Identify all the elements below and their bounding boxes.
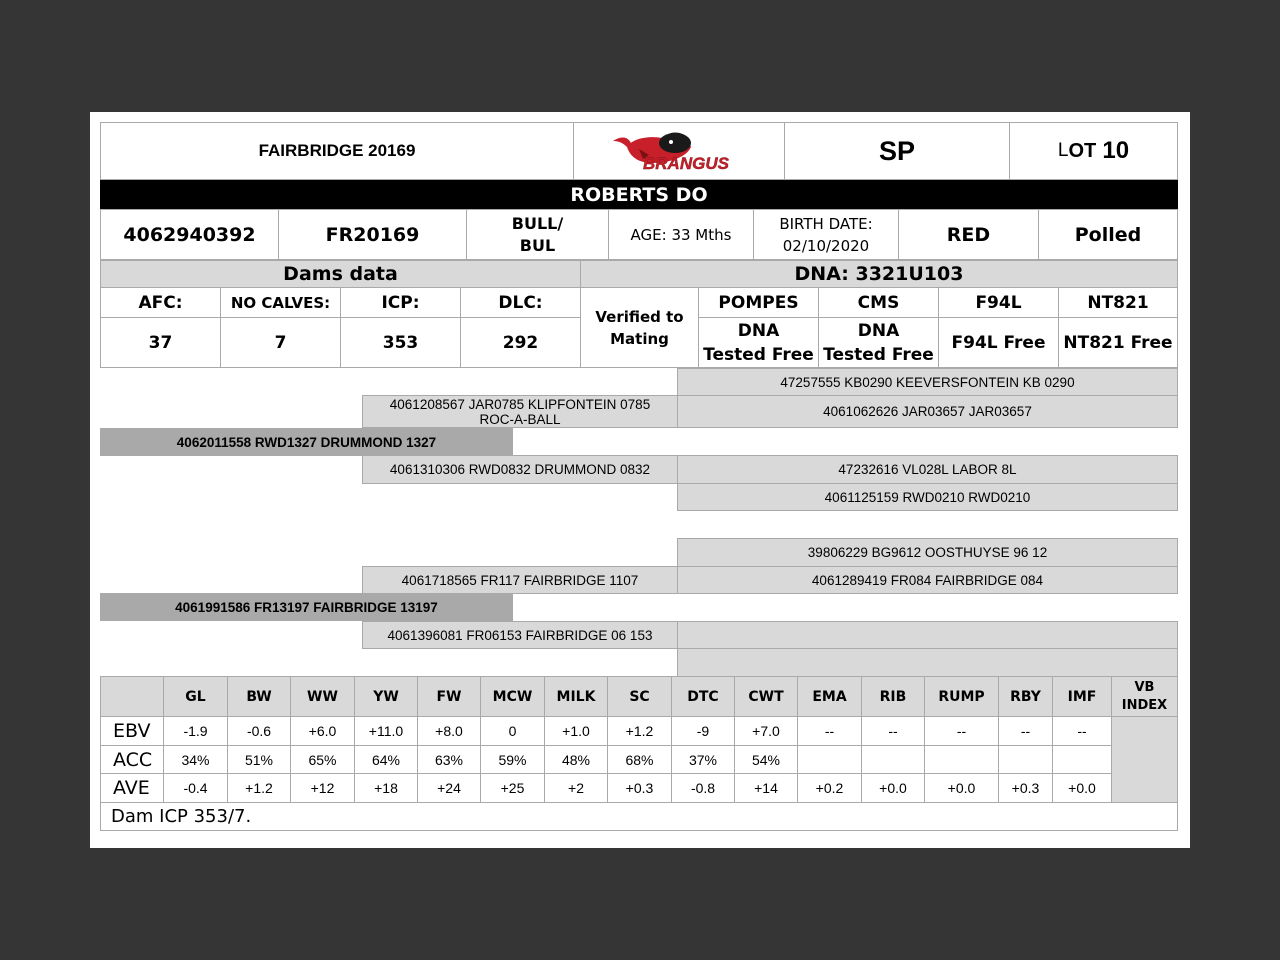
ebv-cell-ave-cwt: +14 xyxy=(734,773,798,803)
ebv-cell-ebv-rump: -- xyxy=(924,716,999,746)
ebv-cell-ave-dtc: -0.8 xyxy=(671,773,735,803)
dams-value-afc: 37 xyxy=(100,317,221,368)
pedigree-ssd: 4061062626 JAR03657 JAR03657 xyxy=(677,395,1178,428)
registration-number: 4062940392 xyxy=(100,209,279,260)
ebv-header-imf: IMF xyxy=(1052,676,1112,717)
animal-name: FAIRBRIDGE 20169 xyxy=(100,122,574,180)
cms-line1: DNA xyxy=(857,320,900,341)
ebv-cell-ebv-fw: +8.0 xyxy=(417,716,481,746)
dna-test-nt821-result: NT821 Free xyxy=(1058,317,1178,368)
breeder-bar: ROBERTS DO xyxy=(100,180,1178,209)
ebv-cell-ave-gl: -0.4 xyxy=(163,773,228,803)
pedigree-sire: 4062011558 RWD1327 DRUMMOND 1327 xyxy=(100,428,513,456)
sex-line2: BUL xyxy=(519,235,556,255)
sp-label: SP xyxy=(784,122,1010,180)
ebv-header-bw: BW xyxy=(227,676,291,717)
ebv-cell-acc-bw: 51% xyxy=(227,745,291,774)
dna-test-f94l-header: F94L xyxy=(938,287,1059,318)
age: AGE: 33 Mths xyxy=(608,209,754,260)
ebv-cell-ave-bw: +1.2 xyxy=(227,773,291,803)
ebv-header-fw: FW xyxy=(417,676,481,717)
pedigree-dss: 39806229 BG9612 OOSTHUYSE 96 12 xyxy=(677,538,1178,567)
dna-test-cms-result xyxy=(818,317,939,368)
ebv-cell-acc-rby xyxy=(998,745,1053,774)
ebv-cell-acc-rib xyxy=(861,745,925,774)
dam-icp-note: Dam ICP 353/7. xyxy=(100,801,1178,831)
pedigree-dsd: 4061289419 FR084 FAIRBRIDGE 084 xyxy=(677,566,1178,594)
dams-header-icp: ICP: xyxy=(340,287,461,318)
ebv-cell-ebv-mcw: 0 xyxy=(480,716,545,746)
lot-value: 10 xyxy=(1102,137,1130,164)
ebv-cell-ave-ema: +0.2 xyxy=(797,773,862,803)
lot-number xyxy=(1009,122,1178,180)
brangus-logo xyxy=(573,122,785,180)
ebv-header-milk: MILK xyxy=(544,676,608,717)
verified-to-mating xyxy=(580,287,699,368)
ebv-row-label-ebv: EBV xyxy=(100,716,164,746)
ebv-cell-ebv-sc: +1.2 xyxy=(607,716,672,746)
dna-test-pompes-result xyxy=(698,317,819,368)
lot-prefix-ot: OT xyxy=(1068,139,1097,162)
dna-test-pompes-header: POMPES xyxy=(698,287,819,318)
vb-index-line1: VB xyxy=(1134,679,1155,695)
pedigree-sire-sire xyxy=(362,395,678,428)
ebv-cell-acc-mcw: 59% xyxy=(480,745,545,774)
dams-value-dlc: 292 xyxy=(460,317,581,368)
dna-test-f94l-result: F94L Free xyxy=(938,317,1059,368)
ebv-cell-ebv-bw: -0.6 xyxy=(227,716,291,746)
ebv-header-rby: RBY xyxy=(998,676,1053,717)
ebv-header-cwt: CWT xyxy=(734,676,798,717)
dams-value-no-calves: 7 xyxy=(220,317,341,368)
pedigree-sdd: 4061125159 RWD0210 RWD0210 xyxy=(677,483,1178,511)
vb-index-line2: INDEX xyxy=(1121,697,1168,713)
ebv-header-rib: RIB xyxy=(861,676,925,717)
ebv-cell-ave-rib: +0.0 xyxy=(861,773,925,803)
ebv-cell-ebv-ema: -- xyxy=(797,716,862,746)
ebv-cell-acc-dtc: 37% xyxy=(671,745,735,774)
dna-test-cms-header: CMS xyxy=(818,287,939,318)
vb-index-header xyxy=(1111,676,1178,717)
ebv-cell-ave-milk: +2 xyxy=(544,773,608,803)
ebv-cell-ave-sc: +0.3 xyxy=(607,773,672,803)
ebv-header-mcw: MCW xyxy=(480,676,545,717)
dna-title: DNA: 3321U103 xyxy=(580,260,1178,288)
pedigree-ddd xyxy=(677,648,1178,677)
sire-sire-line2: ROC-A-BALL xyxy=(479,411,561,427)
ebv-cell-ave-mcw: +25 xyxy=(480,773,545,803)
ebv-corner xyxy=(100,676,164,717)
dna-test-nt821-header: NT821 xyxy=(1058,287,1178,318)
pompes-line1: DNA xyxy=(737,320,780,341)
ebv-cell-acc-ema xyxy=(797,745,862,774)
ebv-header-ww: WW xyxy=(290,676,355,717)
ebv-cell-ave-imf: +0.0 xyxy=(1052,773,1112,803)
svg-text:BRANGUS: BRANGUS xyxy=(643,154,729,173)
dams-header-afc: AFC: xyxy=(100,287,221,318)
pedigree-sds: 47232616 VL028L LABOR 8L xyxy=(677,455,1178,484)
ebv-cell-ave-ww: +12 xyxy=(290,773,355,803)
ebv-cell-ebv-milk: +1.0 xyxy=(544,716,608,746)
vb-index-value xyxy=(1111,716,1178,803)
ebv-cell-ebv-ww: +6.0 xyxy=(290,716,355,746)
ebv-header-sc: SC xyxy=(607,676,672,717)
tattoo: FR20169 xyxy=(278,209,467,260)
cms-line2: Tested Free xyxy=(823,344,934,365)
dams-header-dlc: DLC: xyxy=(460,287,581,318)
dams-header-no-calves: NO CALVES: xyxy=(220,287,341,318)
ebv-cell-acc-imf xyxy=(1052,745,1112,774)
ebv-cell-ebv-yw: +11.0 xyxy=(354,716,418,746)
ebv-header-ema: EMA xyxy=(797,676,862,717)
ebv-cell-acc-gl: 34% xyxy=(163,745,228,774)
sex-line1: BULL/ xyxy=(511,213,564,233)
ebv-header-gl: GL xyxy=(163,676,228,717)
pedigree-sss: 47257555 KB0290 KEEVERSFONTEIN KB 0290 xyxy=(677,368,1178,396)
ebv-cell-ave-rump: +0.0 xyxy=(924,773,999,803)
birth-value: 02/10/2020 xyxy=(782,236,870,255)
ebv-cell-acc-ww: 65% xyxy=(290,745,355,774)
ebv-cell-acc-cwt: 54% xyxy=(734,745,798,774)
pedigree-dam-dam: 4061396081 FR06153 FAIRBRIDGE 06 153 xyxy=(362,621,678,649)
lot-card xyxy=(90,112,1190,848)
ebv-header-rump: RUMP xyxy=(924,676,999,717)
verified-line2: Mating xyxy=(610,329,669,348)
sire-sire-line1: 4061208567 JAR0785 KLIPFONTEIN 0785 xyxy=(389,396,651,412)
ebv-cell-ebv-imf: -- xyxy=(1052,716,1112,746)
pedigree-sire-dam: 4061310306 RWD0832 DRUMMOND 0832 xyxy=(362,455,678,484)
ebv-cell-ebv-cwt: +7.0 xyxy=(734,716,798,746)
ebv-header-yw: YW xyxy=(354,676,418,717)
dams-value-icp: 353 xyxy=(340,317,461,368)
ebv-cell-ave-rby: +0.3 xyxy=(998,773,1053,803)
ebv-cell-acc-rump xyxy=(924,745,999,774)
ebv-cell-ebv-gl: -1.9 xyxy=(163,716,228,746)
sex xyxy=(466,209,609,260)
ebv-cell-ave-yw: +18 xyxy=(354,773,418,803)
ebv-cell-ave-fw: +24 xyxy=(417,773,481,803)
dams-data-title: Dams data xyxy=(100,260,581,288)
ebv-cell-ebv-rib: -- xyxy=(861,716,925,746)
ebv-cell-acc-fw: 63% xyxy=(417,745,481,774)
pedigree-dds xyxy=(677,621,1178,649)
ebv-header-dtc: DTC xyxy=(671,676,735,717)
birth-label: BIRTH DATE: xyxy=(779,214,873,233)
birth-date xyxy=(753,209,899,260)
ebv-cell-acc-sc: 68% xyxy=(607,745,672,774)
pedigree-dam-sire: 4061718565 FR117 FAIRBRIDGE 1107 xyxy=(362,566,678,594)
colour: RED xyxy=(898,209,1039,260)
ebv-cell-acc-milk: 48% xyxy=(544,745,608,774)
ebv-cell-ebv-dtc: -9 xyxy=(671,716,735,746)
ebv-cell-ebv-rby: -- xyxy=(998,716,1053,746)
verified-line1: Verified to xyxy=(595,307,684,326)
ebv-row-label-ave: AVE xyxy=(100,773,164,803)
pedigree-dam: 4061991586 FR13197 FAIRBRIDGE 13197 xyxy=(100,593,513,621)
lot-prefix-l: L xyxy=(1057,140,1069,161)
pompes-line2: Tested Free xyxy=(703,344,814,365)
bull-head-icon xyxy=(609,129,749,173)
ebv-cell-acc-yw: 64% xyxy=(354,745,418,774)
horn-status: Polled xyxy=(1038,209,1178,260)
ebv-row-label-acc: ACC xyxy=(100,745,164,774)
